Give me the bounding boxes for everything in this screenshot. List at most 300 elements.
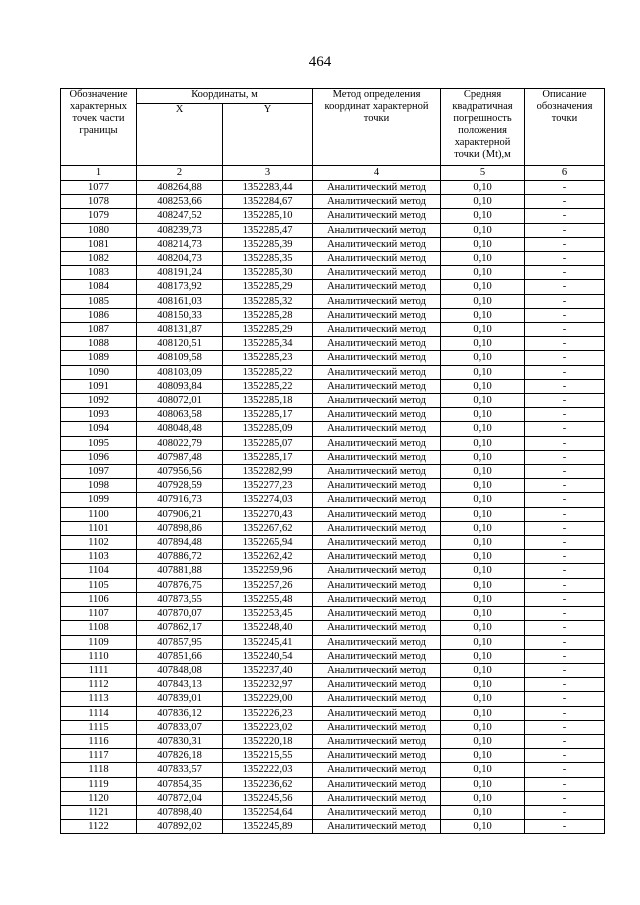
point-number-cell: 1099 (61, 493, 137, 507)
table-row (61, 209, 605, 223)
table-row (61, 181, 605, 195)
table-row (61, 805, 605, 819)
method-cell: Аналитический метод (313, 734, 441, 748)
method-cell: Аналитический метод (313, 720, 441, 734)
page-number: 464 (308, 54, 332, 70)
point-number-cell: 1098 (61, 479, 137, 493)
point-number-cell: 1081 (61, 237, 137, 251)
description-cell: - (525, 294, 605, 308)
point-number-cell: 1108 (61, 621, 137, 635)
method-cell: Аналитический метод (313, 408, 441, 422)
description-cell: - (525, 550, 605, 564)
method-cell: Аналитический метод (313, 621, 441, 635)
method-cell: Аналитический метод (313, 280, 441, 294)
method-cell: Аналитический метод (313, 436, 441, 450)
method-cell: Аналитический метод (313, 237, 441, 251)
header-point-designation: Обозначение характерных точек части границы (61, 89, 137, 166)
method-cell: Аналитический метод (313, 820, 441, 834)
column-number-row (61, 166, 605, 181)
table-row (61, 507, 605, 521)
point-number-cell: 1100 (61, 507, 137, 521)
error-cell: 0,10 (441, 791, 525, 805)
description-cell: - (525, 649, 605, 663)
y-coordinate-cell: 1352284,67 (223, 195, 313, 209)
point-number-cell: 1083 (61, 266, 137, 280)
column-number: 2 (137, 166, 223, 181)
y-coordinate-cell: 1352285,23 (223, 351, 313, 365)
description-cell: - (525, 379, 605, 393)
x-coordinate-cell: 407857,95 (137, 635, 223, 649)
description-cell: - (525, 607, 605, 621)
x-coordinate-cell: 408173,92 (137, 280, 223, 294)
x-coordinate-cell: 407851,66 (137, 649, 223, 663)
point-number-cell: 1105 (61, 578, 137, 592)
error-cell: 0,10 (441, 564, 525, 578)
table-row (61, 734, 605, 748)
table-row (61, 621, 605, 635)
y-coordinate-cell: 1352255,48 (223, 592, 313, 606)
error-cell: 0,10 (441, 734, 525, 748)
x-coordinate-cell: 407833,57 (137, 763, 223, 777)
table-row (61, 663, 605, 677)
header-x: X (137, 104, 223, 166)
error-cell: 0,10 (441, 692, 525, 706)
table-row (61, 820, 605, 834)
error-cell: 0,10 (441, 266, 525, 280)
y-coordinate-cell: 1352262,42 (223, 550, 313, 564)
method-cell: Аналитический метод (313, 777, 441, 791)
method-cell: Аналитический метод (313, 479, 441, 493)
point-number-cell: 1091 (61, 379, 137, 393)
x-coordinate-cell: 407928,59 (137, 479, 223, 493)
description-cell: - (525, 436, 605, 450)
table-row (61, 493, 605, 507)
method-cell: Аналитический метод (313, 465, 441, 479)
x-coordinate-cell: 407898,86 (137, 521, 223, 535)
column-number: 6 (525, 166, 605, 181)
error-cell: 0,10 (441, 592, 525, 606)
error-cell: 0,10 (441, 195, 525, 209)
description-cell: - (525, 564, 605, 578)
error-cell: 0,10 (441, 479, 525, 493)
y-coordinate-cell: 1352236,62 (223, 777, 313, 791)
y-coordinate-cell: 1352285,28 (223, 308, 313, 322)
table-row (61, 365, 605, 379)
method-cell: Аналитический метод (313, 223, 441, 237)
x-coordinate-cell: 407881,88 (137, 564, 223, 578)
method-cell: Аналитический метод (313, 294, 441, 308)
x-coordinate-cell: 407826,18 (137, 749, 223, 763)
error-cell: 0,10 (441, 521, 525, 535)
error-cell: 0,10 (441, 237, 525, 251)
x-coordinate-cell: 408161,03 (137, 294, 223, 308)
error-cell: 0,10 (441, 536, 525, 550)
method-cell: Аналитический метод (313, 323, 441, 337)
y-coordinate-cell: 1352285,30 (223, 266, 313, 280)
header-method: Метод определения координат характерной точки (313, 89, 441, 166)
table-row (61, 408, 605, 422)
x-coordinate-cell: 408072,01 (137, 394, 223, 408)
description-cell: - (525, 323, 605, 337)
error-cell: 0,10 (441, 408, 525, 422)
table-row (61, 550, 605, 564)
point-number-cell: 1107 (61, 607, 137, 621)
y-coordinate-cell: 1352285,22 (223, 379, 313, 393)
table-row (61, 308, 605, 322)
x-coordinate-cell: 407833,07 (137, 720, 223, 734)
table-row (61, 323, 605, 337)
error-cell: 0,10 (441, 663, 525, 677)
y-coordinate-cell: 1352245,89 (223, 820, 313, 834)
point-number-cell: 1094 (61, 422, 137, 436)
y-coordinate-cell: 1352245,56 (223, 791, 313, 805)
error-cell: 0,10 (441, 550, 525, 564)
y-coordinate-cell: 1352285,32 (223, 294, 313, 308)
method-cell: Аналитический метод (313, 493, 441, 507)
x-coordinate-cell: 407843,13 (137, 678, 223, 692)
table-row (61, 692, 605, 706)
table-row (61, 351, 605, 365)
y-coordinate-cell: 1352237,40 (223, 663, 313, 677)
method-cell: Аналитический метод (313, 791, 441, 805)
y-coordinate-cell: 1352215,55 (223, 749, 313, 763)
x-coordinate-cell: 407956,56 (137, 465, 223, 479)
y-coordinate-cell: 1352240,54 (223, 649, 313, 663)
table-row (61, 720, 605, 734)
x-coordinate-cell: 407854,35 (137, 777, 223, 791)
description-cell: - (525, 237, 605, 251)
method-cell: Аналитический метод (313, 805, 441, 819)
error-cell: 0,10 (441, 763, 525, 777)
description-cell: - (525, 422, 605, 436)
description-cell: - (525, 493, 605, 507)
x-coordinate-cell: 407898,40 (137, 805, 223, 819)
error-cell: 0,10 (441, 337, 525, 351)
column-number: 1 (61, 166, 137, 181)
error-cell: 0,10 (441, 749, 525, 763)
method-cell: Аналитический метод (313, 663, 441, 677)
x-coordinate-cell: 408063,58 (137, 408, 223, 422)
y-coordinate-cell: 1352285,35 (223, 252, 313, 266)
point-number-cell: 1120 (61, 791, 137, 805)
error-cell: 0,10 (441, 323, 525, 337)
method-cell: Аналитический метод (313, 635, 441, 649)
x-coordinate-cell: 407876,75 (137, 578, 223, 592)
x-coordinate-cell: 408264,88 (137, 181, 223, 195)
description-cell: - (525, 592, 605, 606)
method-cell: Аналитический метод (313, 536, 441, 550)
error-cell: 0,10 (441, 308, 525, 322)
table-row (61, 422, 605, 436)
method-cell: Аналитический метод (313, 365, 441, 379)
point-number-cell: 1082 (61, 252, 137, 266)
y-coordinate-cell: 1352274,03 (223, 493, 313, 507)
table-header-row (61, 89, 605, 104)
error-cell: 0,10 (441, 450, 525, 464)
table-body (61, 181, 605, 834)
table-row (61, 706, 605, 720)
table-row (61, 791, 605, 805)
x-coordinate-cell: 407848,08 (137, 663, 223, 677)
x-coordinate-cell: 407839,01 (137, 692, 223, 706)
point-number-cell: 1101 (61, 521, 137, 535)
table-row (61, 252, 605, 266)
error-cell: 0,10 (441, 223, 525, 237)
method-cell: Аналитический метод (313, 422, 441, 436)
point-number-cell: 1122 (61, 820, 137, 834)
header-coordinates: Координаты, м (137, 89, 313, 104)
header-point-description: Описание обозначения точки (525, 89, 605, 166)
x-coordinate-cell: 407892,02 (137, 820, 223, 834)
method-cell: Аналитический метод (313, 394, 441, 408)
error-cell: 0,10 (441, 294, 525, 308)
table-row (61, 394, 605, 408)
y-coordinate-cell: 1352283,44 (223, 181, 313, 195)
description-cell: - (525, 280, 605, 294)
y-coordinate-cell: 1352232,97 (223, 678, 313, 692)
table-row (61, 436, 605, 450)
method-cell: Аналитический метод (313, 507, 441, 521)
y-coordinate-cell: 1352257,26 (223, 578, 313, 592)
description-cell: - (525, 777, 605, 791)
error-cell: 0,10 (441, 436, 525, 450)
error-cell: 0,10 (441, 678, 525, 692)
description-cell: - (525, 507, 605, 521)
x-coordinate-cell: 408253,66 (137, 195, 223, 209)
table-row (61, 763, 605, 777)
table-row (61, 266, 605, 280)
error-cell: 0,10 (441, 209, 525, 223)
point-number-cell: 1111 (61, 663, 137, 677)
point-number-cell: 1118 (61, 763, 137, 777)
y-coordinate-cell: 1352285,29 (223, 323, 313, 337)
x-coordinate-cell: 407872,04 (137, 791, 223, 805)
table-row (61, 777, 605, 791)
point-number-cell: 1095 (61, 436, 137, 450)
error-cell: 0,10 (441, 720, 525, 734)
description-cell: - (525, 479, 605, 493)
description-cell: - (525, 450, 605, 464)
method-cell: Аналитический метод (313, 181, 441, 195)
y-coordinate-cell: 1352285,47 (223, 223, 313, 237)
y-coordinate-cell: 1352229,00 (223, 692, 313, 706)
point-number-cell: 1093 (61, 408, 137, 422)
method-cell: Аналитический метод (313, 266, 441, 280)
error-cell: 0,10 (441, 280, 525, 294)
method-cell: Аналитический метод (313, 450, 441, 464)
description-cell: - (525, 734, 605, 748)
method-cell: Аналитический метод (313, 578, 441, 592)
error-cell: 0,10 (441, 351, 525, 365)
error-cell: 0,10 (441, 493, 525, 507)
method-cell: Аналитический метод (313, 209, 441, 223)
table-row (61, 635, 605, 649)
y-coordinate-cell: 1352285,07 (223, 436, 313, 450)
table-row (61, 195, 605, 209)
description-cell: - (525, 351, 605, 365)
table-row (61, 536, 605, 550)
y-coordinate-cell: 1352285,34 (223, 337, 313, 351)
table-row (61, 521, 605, 535)
method-cell: Аналитический метод (313, 592, 441, 606)
description-cell: - (525, 749, 605, 763)
y-coordinate-cell: 1352245,41 (223, 635, 313, 649)
y-coordinate-cell: 1352222,03 (223, 763, 313, 777)
y-coordinate-cell: 1352277,23 (223, 479, 313, 493)
description-cell: - (525, 663, 605, 677)
method-cell: Аналитический метод (313, 564, 441, 578)
description-cell: - (525, 635, 605, 649)
x-coordinate-cell: 408103,09 (137, 365, 223, 379)
description-cell: - (525, 706, 605, 720)
method-cell: Аналитический метод (313, 379, 441, 393)
x-coordinate-cell: 408048,48 (137, 422, 223, 436)
point-number-cell: 1097 (61, 465, 137, 479)
description-cell: - (525, 209, 605, 223)
method-cell: Аналитический метод (313, 749, 441, 763)
y-coordinate-cell: 1352285,29 (223, 280, 313, 294)
point-number-cell: 1104 (61, 564, 137, 578)
header-y: Y (223, 104, 313, 166)
method-cell: Аналитический метод (313, 252, 441, 266)
y-coordinate-cell: 1352265,94 (223, 536, 313, 550)
x-coordinate-cell: 408131,87 (137, 323, 223, 337)
point-number-cell: 1096 (61, 450, 137, 464)
description-cell: - (525, 195, 605, 209)
y-coordinate-cell: 1352282,99 (223, 465, 313, 479)
column-number: 5 (441, 166, 525, 181)
column-number: 3 (223, 166, 313, 181)
table-row (61, 379, 605, 393)
error-cell: 0,10 (441, 507, 525, 521)
table-row (61, 294, 605, 308)
description-cell: - (525, 720, 605, 734)
error-cell: 0,10 (441, 621, 525, 635)
point-number-cell: 1080 (61, 223, 137, 237)
table-row (61, 237, 605, 251)
description-cell: - (525, 621, 605, 635)
error-cell: 0,10 (441, 777, 525, 791)
x-coordinate-cell: 407870,07 (137, 607, 223, 621)
point-number-cell: 1115 (61, 720, 137, 734)
point-number-cell: 1113 (61, 692, 137, 706)
point-number-cell: 1078 (61, 195, 137, 209)
error-cell: 0,10 (441, 649, 525, 663)
x-coordinate-cell: 407836,12 (137, 706, 223, 720)
x-coordinate-cell: 408120,51 (137, 337, 223, 351)
description-cell: - (525, 521, 605, 535)
point-number-cell: 1089 (61, 351, 137, 365)
point-number-cell: 1121 (61, 805, 137, 819)
point-number-cell: 1088 (61, 337, 137, 351)
description-cell: - (525, 678, 605, 692)
x-coordinate-cell: 408191,24 (137, 266, 223, 280)
y-coordinate-cell: 1352253,45 (223, 607, 313, 621)
error-cell: 0,10 (441, 379, 525, 393)
table-row (61, 479, 605, 493)
x-coordinate-cell: 408150,33 (137, 308, 223, 322)
description-cell: - (525, 820, 605, 834)
table-row (61, 749, 605, 763)
method-cell: Аналитический метод (313, 308, 441, 322)
x-coordinate-cell: 408214,73 (137, 237, 223, 251)
method-cell: Аналитический метод (313, 649, 441, 663)
point-number-cell: 1090 (61, 365, 137, 379)
y-coordinate-cell: 1352285,39 (223, 237, 313, 251)
point-number-cell: 1102 (61, 536, 137, 550)
y-coordinate-cell: 1352285,17 (223, 450, 313, 464)
error-cell: 0,10 (441, 820, 525, 834)
point-number-cell: 1085 (61, 294, 137, 308)
method-cell: Аналитический метод (313, 692, 441, 706)
error-cell: 0,10 (441, 706, 525, 720)
description-cell: - (525, 465, 605, 479)
description-cell: - (525, 805, 605, 819)
x-coordinate-cell: 407862,17 (137, 621, 223, 635)
point-number-cell: 1103 (61, 550, 137, 564)
x-coordinate-cell: 408239,73 (137, 223, 223, 237)
description-cell: - (525, 252, 605, 266)
description-cell: - (525, 536, 605, 550)
x-coordinate-cell: 407894,48 (137, 536, 223, 550)
point-number-cell: 1086 (61, 308, 137, 322)
table-row (61, 450, 605, 464)
column-number: 4 (313, 166, 441, 181)
error-cell: 0,10 (441, 365, 525, 379)
y-coordinate-cell: 1352267,62 (223, 521, 313, 535)
y-coordinate-cell: 1352285,22 (223, 365, 313, 379)
y-coordinate-cell: 1352285,09 (223, 422, 313, 436)
method-cell: Аналитический метод (313, 607, 441, 621)
point-number-cell: 1116 (61, 734, 137, 748)
point-number-cell: 1110 (61, 649, 137, 663)
error-cell: 0,10 (441, 635, 525, 649)
y-coordinate-cell: 1352285,18 (223, 394, 313, 408)
description-cell: - (525, 394, 605, 408)
error-cell: 0,10 (441, 805, 525, 819)
error-cell: 0,10 (441, 578, 525, 592)
table-row (61, 337, 605, 351)
error-cell: 0,10 (441, 422, 525, 436)
table-row (61, 592, 605, 606)
y-coordinate-cell: 1352220,18 (223, 734, 313, 748)
method-cell: Аналитический метод (313, 521, 441, 535)
y-coordinate-cell: 1352285,17 (223, 408, 313, 422)
x-coordinate-cell: 407830,31 (137, 734, 223, 748)
point-number-cell: 1077 (61, 181, 137, 195)
y-coordinate-cell: 1352285,10 (223, 209, 313, 223)
x-coordinate-cell: 408022,79 (137, 436, 223, 450)
description-cell: - (525, 408, 605, 422)
error-cell: 0,10 (441, 465, 525, 479)
y-coordinate-cell: 1352226,23 (223, 706, 313, 720)
table-row (61, 465, 605, 479)
error-cell: 0,10 (441, 181, 525, 195)
x-coordinate-cell: 407916,73 (137, 493, 223, 507)
method-cell: Аналитический метод (313, 706, 441, 720)
error-cell: 0,10 (441, 607, 525, 621)
method-cell: Аналитический метод (313, 337, 441, 351)
point-number-cell: 1106 (61, 592, 137, 606)
point-number-cell: 1114 (61, 706, 137, 720)
y-coordinate-cell: 1352248,40 (223, 621, 313, 635)
point-number-cell: 1092 (61, 394, 137, 408)
description-cell: - (525, 791, 605, 805)
description-cell: - (525, 308, 605, 322)
description-cell: - (525, 578, 605, 592)
table-row (61, 649, 605, 663)
x-coordinate-cell: 407987,48 (137, 450, 223, 464)
